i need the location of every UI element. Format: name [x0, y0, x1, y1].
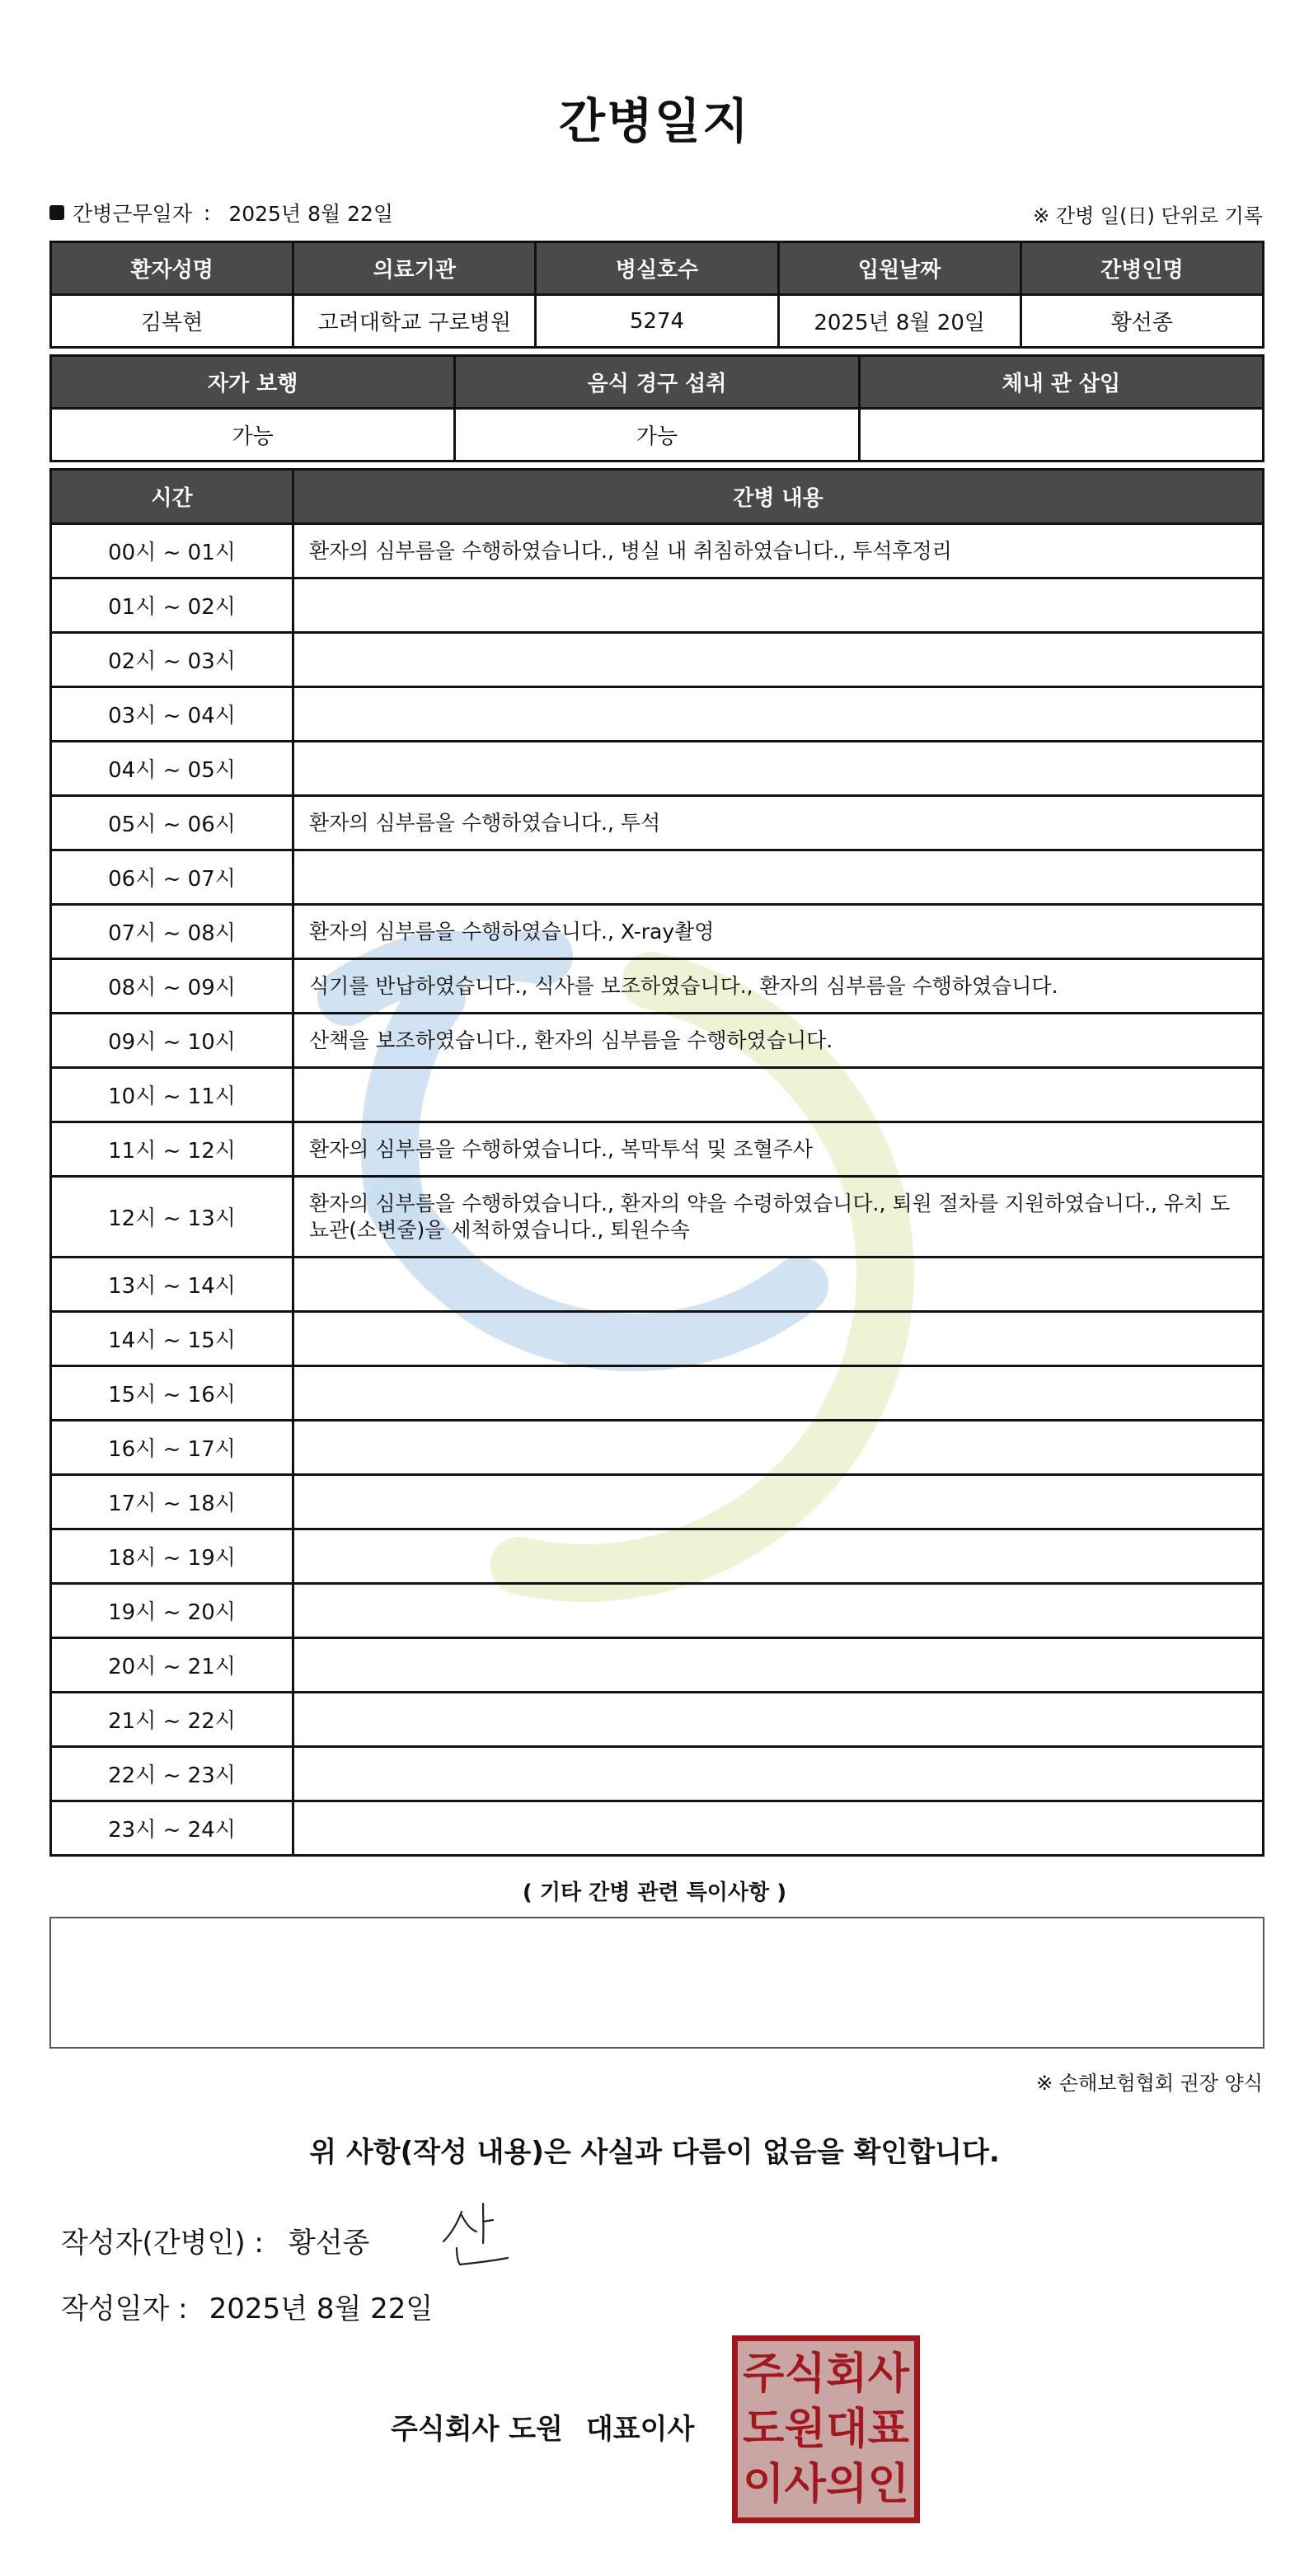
table-row — [51, 1014, 1264, 1068]
header-room: 병실호수 — [536, 242, 778, 295]
work-date — [49, 198, 393, 227]
table-row — [51, 1312, 1264, 1366]
notes-box — [49, 1917, 1264, 2049]
table-row — [51, 633, 1264, 687]
table-row — [51, 687, 1264, 742]
hospital-name: 고려대학교 구로병원 — [293, 295, 536, 348]
log-time: 22시 ~ 23시 — [51, 1747, 293, 1801]
log-time: 13시 ~ 14시 — [51, 1258, 293, 1312]
table-row — [51, 1258, 1264, 1312]
caregiver-name: 황선종 — [1020, 295, 1263, 348]
table-row — [51, 1747, 1264, 1801]
seal-character: 식 — [784, 2349, 826, 2399]
log-time: 23시 ~ 24시 — [51, 1801, 293, 1856]
table-row — [51, 1801, 1264, 1856]
seal-character: 인 — [867, 2460, 909, 2510]
log-time: 17시 ~ 18시 — [51, 1475, 293, 1529]
log-time: 04시 ~ 05시 — [51, 742, 293, 796]
oral-intake-value: 가능 — [455, 409, 859, 461]
notes-title: ( 기타 간병 관련 특이사항 ) — [522, 1880, 787, 1905]
log-content — [293, 1068, 1264, 1122]
seal-character: 대 — [826, 2404, 868, 2454]
log-time: 05시 ~ 06시 — [51, 796, 293, 850]
table-row — [51, 1177, 1264, 1258]
log-content: 산책을 보조하였습니다., 환자의 심부름을 수행하였습니다. — [293, 1014, 1264, 1068]
seal-character: 이 — [743, 2460, 785, 2510]
table-row — [51, 1693, 1264, 1747]
handwritten-signature — [439, 2197, 513, 2271]
patient-status-table — [49, 354, 1264, 462]
header-caregiver: 간병인명 — [1020, 242, 1263, 295]
log-time: 00시 ~ 01시 — [51, 524, 293, 578]
log-content — [293, 742, 1264, 796]
admission-date: 2025년 8월 20일 — [778, 295, 1020, 348]
representative-title: 대표이사 — [585, 2413, 695, 2446]
table-row — [51, 796, 1264, 850]
work-date-label: 간병근무일자 — [73, 202, 192, 226]
seal-character: 사 — [784, 2460, 826, 2510]
log-content — [293, 1421, 1264, 1475]
header-patient-name: 환자성명 — [51, 242, 293, 295]
log-content: 환자의 심부름을 수행하였습니다., 병실 내 취침하였습니다., 투석후정리 — [293, 524, 1264, 578]
header-self-walking: 자가 보행 — [51, 356, 455, 409]
writer-line — [61, 2220, 369, 2260]
log-time: 07시 ~ 08시 — [51, 905, 293, 959]
log-time: 12시 ~ 13시 — [51, 1177, 293, 1258]
log-time: 10시 ~ 11시 — [51, 1068, 293, 1122]
header-oral-intake: 음식 경구 섭취 — [455, 356, 859, 409]
table-row — [51, 1584, 1264, 1638]
self-walking-value: 가능 — [51, 409, 455, 461]
work-date-separator: : — [203, 200, 211, 225]
log-content — [293, 687, 1264, 742]
table-row — [51, 578, 1264, 633]
writer-label: 작성자(간병인) : — [61, 2227, 264, 2260]
header-hospital: 의료기관 — [293, 242, 536, 295]
daily-record-note: ※ 간병 일(日) 단위로 기록 — [1033, 204, 1263, 227]
log-content: 환자의 심부름을 수행하였습니다., 환자의 약을 수령하였습니다., 퇴원 절차를 지원하였습니다., 유치 도뇨관(소변줄)을 세척하였습니다., 퇴원수속 — [293, 1177, 1264, 1258]
log-content — [293, 633, 1264, 687]
table-row — [51, 850, 1264, 905]
table-row — [51, 1068, 1264, 1122]
header-admission-date: 입원날짜 — [778, 242, 1020, 295]
header-tube-insertion: 체내 관 삽입 — [859, 356, 1263, 409]
patient-name: 김복현 — [51, 295, 293, 348]
seal-character: 주 — [743, 2349, 785, 2399]
log-content — [293, 850, 1264, 905]
log-time: 20시 ~ 21시 — [51, 1638, 293, 1693]
log-content — [293, 1529, 1264, 1584]
seal-character: 회 — [826, 2349, 868, 2399]
square-bullet-icon — [49, 205, 64, 220]
log-content — [293, 1638, 1264, 1693]
log-time: 15시 ~ 16시 — [51, 1366, 293, 1421]
seal-character: 표 — [867, 2404, 909, 2454]
log-content — [293, 1475, 1264, 1529]
writer-name: 황선종 — [288, 2227, 370, 2260]
table-row — [51, 1122, 1264, 1177]
log-time: 02시 ~ 03시 — [51, 633, 293, 687]
log-time: 03시 ~ 04시 — [51, 687, 293, 742]
table-row — [51, 1366, 1264, 1421]
table-row — [51, 905, 1264, 959]
seal-character: 도 — [743, 2404, 785, 2454]
header-time: 시간 — [51, 470, 293, 524]
log-content — [293, 1584, 1264, 1638]
log-time: 14시 ~ 15시 — [51, 1312, 293, 1366]
log-content — [293, 1258, 1264, 1312]
written-date-label: 작성일자 : — [61, 2293, 188, 2325]
log-time: 06시 ~ 07시 — [51, 850, 293, 905]
company-seal-stamp — [732, 2335, 920, 2523]
log-time: 09시 ~ 10시 — [51, 1014, 293, 1068]
confirmation-statement: 위 사항(작성 내용)은 사실과 다름이 없음을 확인합니다. — [309, 2136, 1000, 2169]
room-number: 5274 — [536, 295, 778, 348]
seal-character: 사 — [867, 2349, 909, 2399]
log-time: 08시 ~ 09시 — [51, 959, 293, 1014]
log-content — [293, 1312, 1264, 1366]
log-time: 01시 ~ 02시 — [51, 578, 293, 633]
table-row — [51, 742, 1264, 796]
care-log-table — [49, 468, 1264, 1857]
log-content — [293, 1366, 1264, 1421]
tube-insertion-value — [859, 409, 1263, 461]
log-time: 19시 ~ 20시 — [51, 1584, 293, 1638]
log-content: 환자의 심부름을 수행하였습니다., X-ray촬영 — [293, 905, 1264, 959]
table-row — [51, 1638, 1264, 1693]
seal-character: 원 — [784, 2404, 826, 2454]
form-source-note: ※ 손해보험협회 권장 양식 — [1036, 2072, 1263, 2095]
table-row — [51, 959, 1264, 1014]
seal-character: 의 — [826, 2460, 868, 2510]
log-content — [293, 1747, 1264, 1801]
log-time: 18시 ~ 19시 — [51, 1529, 293, 1584]
table-row — [51, 1475, 1264, 1529]
written-date-line — [61, 2286, 433, 2326]
written-date-value: 2025년 8월 22일 — [209, 2293, 434, 2325]
log-time: 16시 ~ 17시 — [51, 1421, 293, 1475]
header-care-content: 간병 내용 — [293, 470, 1264, 524]
log-content — [293, 1693, 1264, 1747]
company-line — [391, 2406, 694, 2447]
table-row — [51, 1421, 1264, 1475]
log-time: 11시 ~ 12시 — [51, 1122, 293, 1177]
patient-info-table — [49, 241, 1264, 349]
document-title: 간병일지 — [558, 93, 751, 149]
log-time: 21시 ~ 22시 — [51, 1693, 293, 1747]
table-row — [51, 524, 1264, 578]
log-content: 환자의 심부름을 수행하였습니다., 투석 — [293, 796, 1264, 850]
log-content: 환자의 심부름을 수행하였습니다., 복막투석 및 조혈주사 — [293, 1122, 1264, 1177]
table-row — [51, 1529, 1264, 1584]
log-content — [293, 578, 1264, 633]
company-name: 주식회사 도원 — [391, 2413, 563, 2446]
work-date-value: 2025년 8월 22일 — [228, 202, 394, 226]
log-content — [293, 1801, 1264, 1856]
log-content: 식기를 반납하였습니다., 식사를 보조하였습니다., 환자의 심부름을 수행하였습니다. — [293, 959, 1264, 1014]
